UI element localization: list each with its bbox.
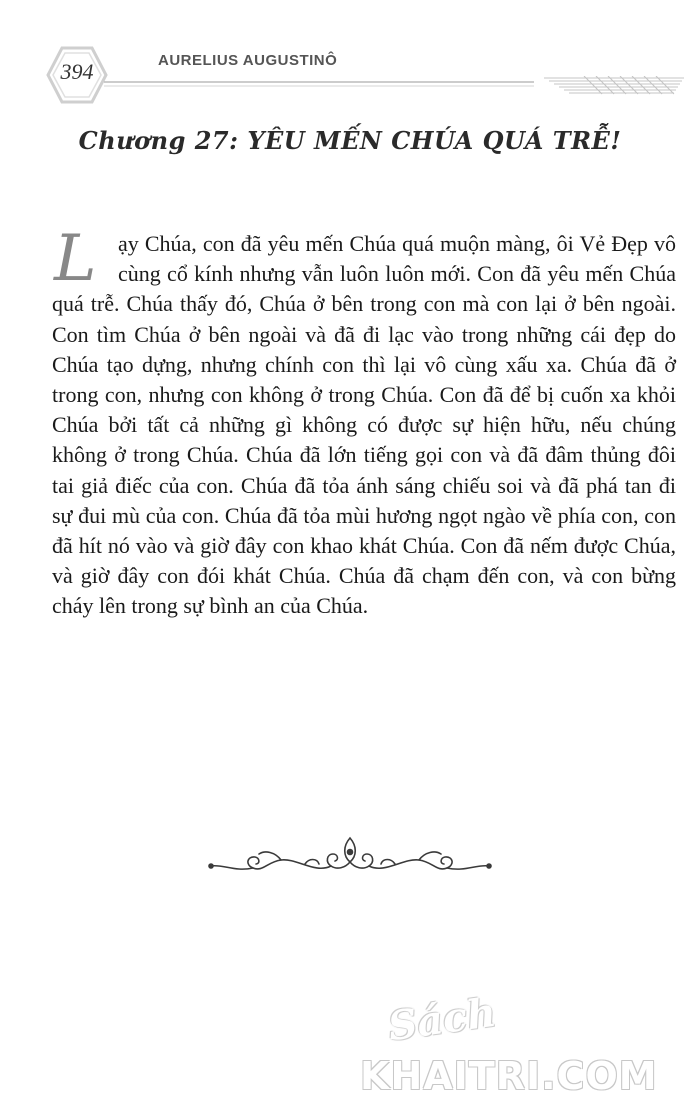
drop-cap xyxy=(52,222,116,296)
flourish-divider-icon xyxy=(205,830,495,880)
page-number: 394 xyxy=(60,59,94,84)
drop-cap-letter: L xyxy=(54,222,97,296)
watermark-brand: KHAITRI.COM xyxy=(360,1054,658,1098)
header-rule xyxy=(104,76,684,96)
page-number-badge xyxy=(46,46,108,104)
body-paragraph xyxy=(52,222,676,622)
paragraph-text: ạy Chúa, con đã yêu mến Chúa quá muộn màng, ôi Vẻ Đẹp vô cùng cổ kính nhưng vẫn luôn luôn mới. Con đã yêu mến Chúa quá trễ. Chúa thấy đó, Chúa ở bên trong con mà con lại ở bên ngoài. Con tìm Chúa ở bên ngoài và đã đi lạc vào trong những cái đẹp do Chúa tạo dựng, nhưng chính con thì lại vô cùng xấu xa. Chúa đã ở trong con, nhưng con không ở trong Chúa. Con đã để bị cuốn xa khỏi Chúa bởi tất cả những gì không có được sự hiện hữu, nếu chúng không ở trong Chúa. Chúa đã lớn tiếng gọi con và đã đâm thủng đôi tai giả điếc của con. Chúa đã tỏa ánh sáng chiếu soi và đã phá tan đi sự đui mù của con. Chúa đã tỏa mùi hương ngọt ngào về phía con, con đã hít nó vào và giờ đây con khao khát Chúa. Con đã nếm được Chúa, và giờ đây con đói khát Chúa. Chúa đã chạm đến con, và con bừng cháy lên trong sự bình an của Chúa. xyxy=(52,231,676,619)
running-header-author: AURELIUS AUGUSTINÔ xyxy=(158,52,338,69)
chapter-title: Chương 27: YÊU MẾN CHÚA QUÁ TRỄ! xyxy=(78,126,622,155)
watermark xyxy=(360,988,690,1116)
watermark-script: Sách xyxy=(385,988,499,1051)
